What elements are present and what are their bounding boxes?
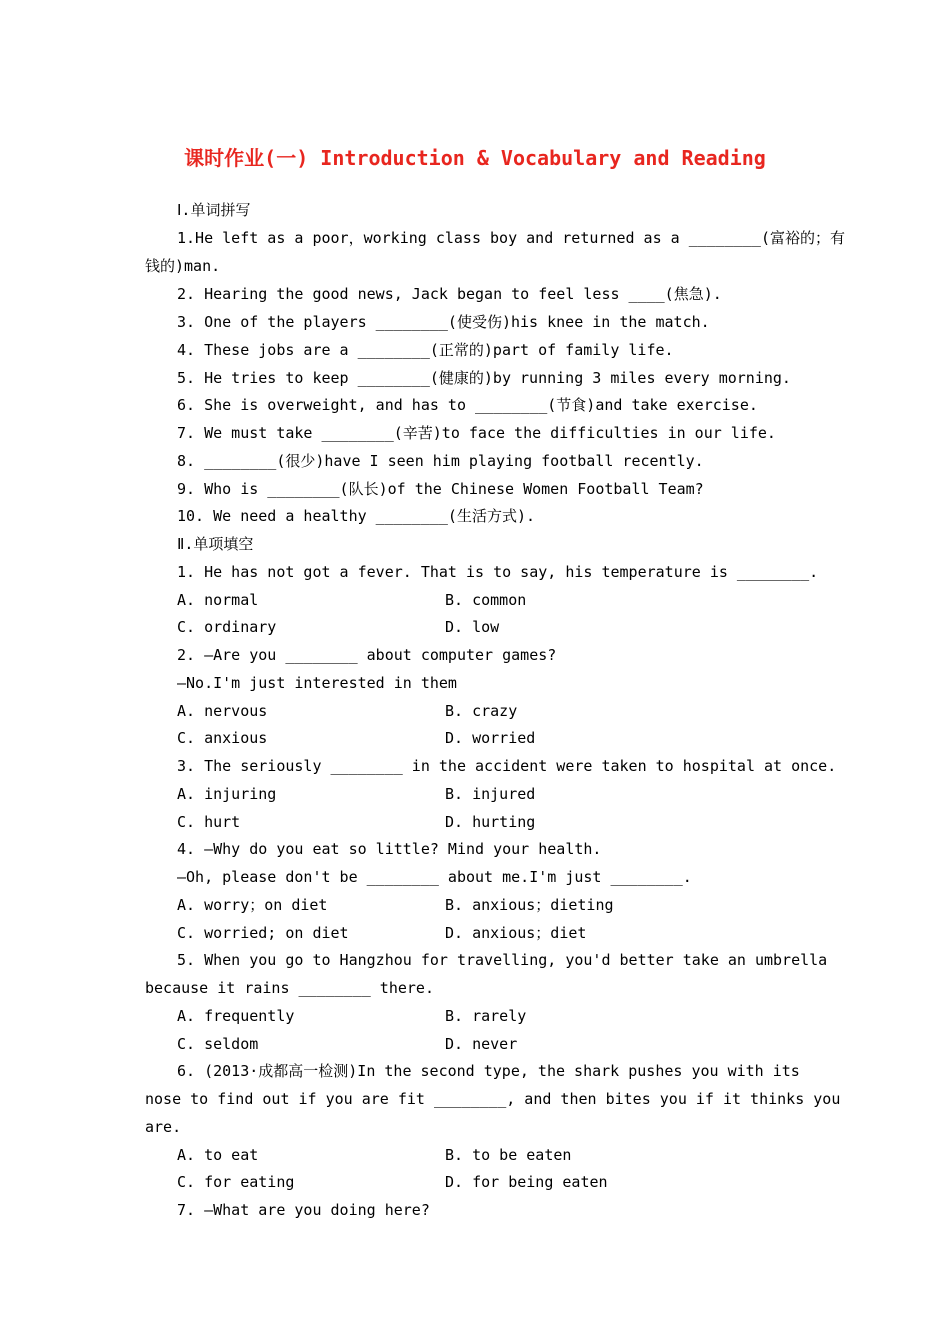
option-d: D. hurting: [445, 813, 536, 831]
section-heading: Ⅱ.单项填空: [177, 535, 254, 553]
question-text: nose to find out if you are fit ________, and then bites you if it thinks you: [145, 1090, 841, 1108]
option-b: B. crazy: [445, 702, 518, 720]
question-text: 4. —Why do you eat so little? Mind your health.: [177, 840, 602, 858]
question-text: are.: [145, 1118, 182, 1136]
option-c: C. anxious: [177, 729, 268, 747]
question-text: 6. She is overweight, and has to ________(节食)and take exercise.: [177, 396, 758, 414]
question-text: 6. (2013·成都高一检测)In the second type, the shark pushes you with its: [177, 1062, 800, 1080]
page-title: 课时作业(一) Introduction & Vocabulary and Reading: [184, 146, 766, 170]
option-b: B. anxious；dieting: [445, 896, 614, 914]
question-text: 4. These jobs are a ________(正常的)part of family life.: [177, 341, 674, 359]
option-a: A. injuring: [177, 785, 277, 803]
question-text: 2. —Are you ________ about computer games?: [177, 646, 557, 664]
question-text: 9. Who is ________(队长)of the Chinese Women Football Team?: [177, 480, 704, 498]
question-text: —Oh, please don't be ________ about me.I'm just ________.: [177, 868, 692, 886]
option-b: B. to be eaten: [445, 1146, 572, 1164]
option-d: D. never: [445, 1035, 518, 1053]
option-c: C. worried; on diet: [177, 924, 349, 942]
option-a: A. worry；on diet: [177, 896, 328, 914]
option-d: D. anxious；diet: [445, 924, 587, 942]
option-a: A. to eat: [177, 1146, 259, 1164]
question-text: 3. The seriously ________ in the accident were taken to hospital at once.: [177, 757, 837, 775]
option-b: B. common: [445, 591, 527, 609]
option-d: D. low: [445, 618, 500, 636]
option-c: C. hurt: [177, 813, 241, 831]
option-a: A. frequently: [177, 1007, 295, 1025]
section-heading: Ⅰ.单词拼写: [177, 201, 251, 219]
question-text: 1. He has not got a fever. That is to say, his temperature is ________.: [177, 563, 819, 581]
question-text: 钱的)man.: [145, 257, 221, 275]
question-text: —No.I'm just interested in them: [177, 674, 457, 692]
question-text: 3. One of the players ________(使受伤)his knee in the match.: [177, 313, 710, 331]
option-d: D. worried: [445, 729, 536, 747]
option-b: B. rarely: [445, 1007, 527, 1025]
question-text: 2. Hearing the good news, Jack began to feel less ____(焦急).: [177, 285, 722, 303]
question-text: 5. When you go to Hangzhou for travelling, you'd better take an umbrella: [177, 951, 828, 969]
option-c: C. seldom: [177, 1035, 259, 1053]
option-a: A. normal: [177, 591, 259, 609]
option-c: C. for eating: [177, 1173, 295, 1191]
option-b: B. injured: [445, 785, 536, 803]
question-text: 1.He left as a poor，working class boy and returned as a ________(富裕的；有: [177, 229, 845, 247]
question-text: 7. —What are you doing here?: [177, 1201, 430, 1219]
option-a: A. nervous: [177, 702, 268, 720]
question-text: 5. He tries to keep ________(健康的)by running 3 miles every morning.: [177, 369, 791, 387]
question-text: 8. ________(很少)have I seen him playing football recently.: [177, 452, 704, 470]
option-c: C. ordinary: [177, 618, 277, 636]
question-text: because it rains ________ there.: [145, 979, 434, 997]
option-d: D. for being eaten: [445, 1173, 608, 1191]
question-text: 7. We must take ________(辛苦)to face the difficulties in our life.: [177, 424, 776, 442]
question-text: 10. We need a healthy ________(生活方式).: [177, 507, 536, 525]
